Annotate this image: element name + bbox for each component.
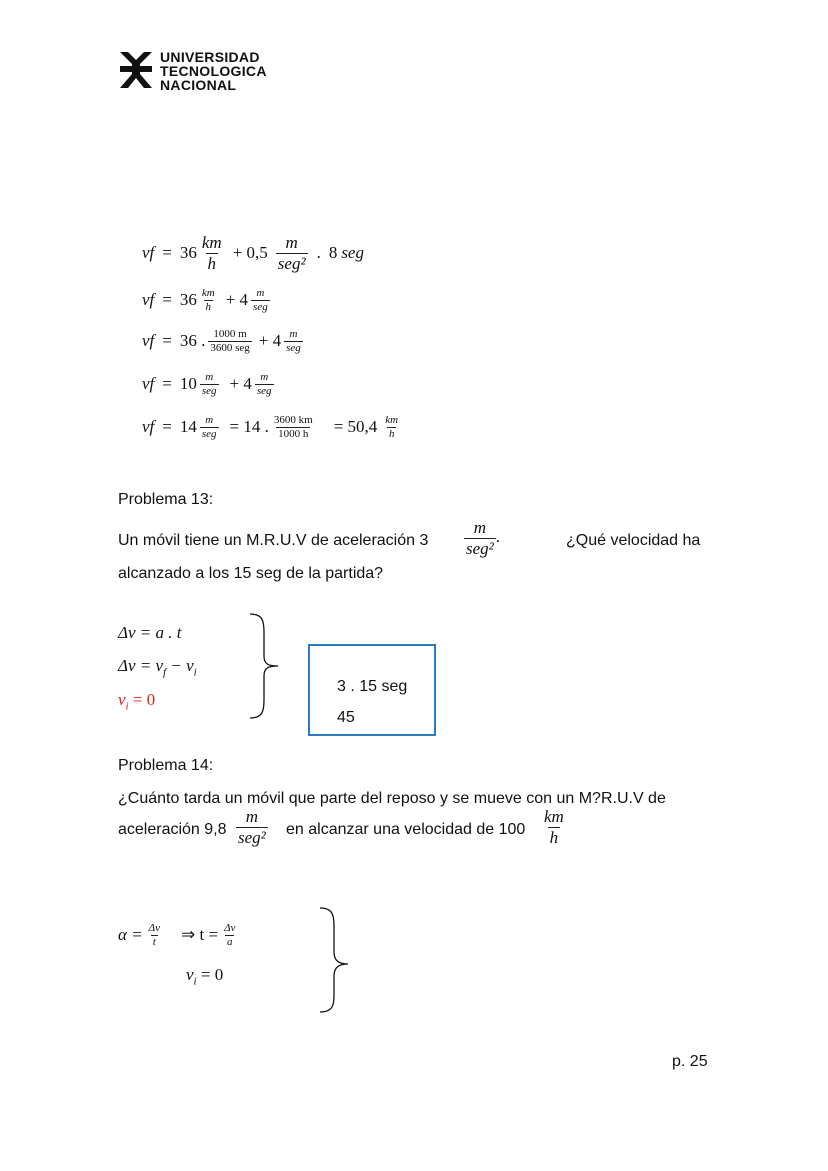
eq-value: 36: [179, 243, 197, 263]
eq-sign: =: [162, 331, 172, 351]
eq-sign: =: [162, 374, 172, 394]
problem-13-title: Problema 13:: [118, 491, 214, 508]
equation-row-2: [142, 287, 273, 313]
equation-row-3: [142, 328, 306, 354]
eq-term: + 4: [229, 374, 252, 394]
delta-v-equation: Δv = a . t: [118, 623, 182, 642]
problem-14-text-2a: aceleración 9,8: [118, 821, 227, 838]
result-line-1: 3 . 15 seg: [337, 678, 408, 695]
eq-lhs: vf: [142, 290, 155, 310]
acceleration-unit: $\frac{m}{\text{seg²}}$ .: [466, 518, 501, 558]
unit-fraction: $\frac{km}{h}$: [201, 233, 222, 273]
eq-unit: seg: [341, 243, 364, 263]
logo-line-1: UNIVERSIDAD: [160, 49, 260, 65]
eq-sign: =: [162, 417, 172, 437]
conversion-fraction: $\frac{1000 m}{\text{3600 seg}}$: [210, 328, 250, 354]
problem-13-text-3: alcanzado a los 15 seg de la partida?: [118, 565, 384, 582]
unit-fraction: $\frac{m}{\text{seg}}$: [201, 371, 217, 397]
eq-term: + 4: [225, 290, 249, 310]
right-brace-icon: [246, 612, 282, 720]
unit-fraction: $\frac{km}{h}$: [201, 287, 215, 313]
unit-fraction: $\frac{m}{\text{seg}}$: [201, 414, 217, 440]
eq-result: = 50,4: [333, 417, 378, 437]
eq-value: 36: [179, 290, 197, 310]
page-number: p. 25: [672, 1053, 708, 1070]
alpha-equation: α = $\frac{\Delta v}{t}$ ⇒ t = $\frac{\Delta v}{a}$: [118, 922, 236, 948]
result-box: [308, 644, 436, 736]
conversion-fraction: $\frac{3600 km}{1000 h}$: [273, 414, 313, 440]
equation-row-5: [142, 414, 403, 440]
unit-fraction: $\frac{m}{\text{seg}}$: [253, 287, 268, 313]
eq-lhs: vf: [142, 331, 155, 351]
university-logo: [118, 50, 288, 92]
acceleration-unit: $\frac{m}{\text{seg²}}$: [238, 807, 266, 847]
unit-fraction: $\frac{m}{\text{seg²}}$: [277, 233, 306, 273]
problem-13-text-2: ¿Qué velocidad ha: [566, 532, 701, 549]
eq-dot: .: [316, 243, 321, 263]
delta-v-difference: $\Delta v = v_f - v_i$: [118, 656, 197, 679]
problem-14-title: Problema 14:: [118, 757, 214, 774]
eq-lhs: vf: [142, 374, 155, 394]
initial-velocity: $v_i = 0$: [186, 965, 224, 988]
eq-value: 8: [328, 243, 338, 263]
eq-value: 10: [179, 374, 197, 394]
eq-lhs: vf: [142, 417, 155, 437]
eq-lhs: vf: [142, 243, 155, 263]
eq-value: 36 .: [179, 331, 206, 351]
problem-14-text-2b: en alcanzar una velocidad de 100: [286, 821, 526, 838]
result-line-2: 45: [337, 709, 355, 726]
equation-row-4: [142, 371, 277, 397]
utn-emblem-icon: [118, 50, 154, 90]
eq-sign: =: [162, 290, 172, 310]
eq-term: = 14 .: [229, 417, 269, 437]
unit-fraction: $\frac{km}{h}$: [385, 414, 399, 440]
unit-fraction: $\frac{m}{\text{seg}}$: [286, 328, 301, 354]
unit-fraction: $\frac{m}{\text{seg}}$: [256, 371, 272, 397]
logo-line-3: NACIONAL: [160, 77, 237, 93]
equation-row-1: [142, 233, 364, 273]
velocity-unit: $\frac{km}{h}$: [544, 807, 564, 847]
eq-value: 14: [179, 417, 197, 437]
initial-velocity: $v_i = 0$: [118, 690, 156, 713]
logo-line-2: TECNOLOGICA: [160, 63, 267, 79]
problem-14-text-1: ¿Cuánto tarda un móvil que parte del reposo y se mueve con un M?R.U.V de: [118, 790, 666, 807]
eq-sign: =: [162, 243, 172, 263]
problem-13-text-1: Un móvil tiene un M.R.U.V de aceleración 3: [118, 532, 429, 549]
eq-term: + 0,5: [232, 243, 268, 263]
eq-term: + 4: [258, 331, 282, 351]
right-brace-icon: [316, 906, 352, 1014]
